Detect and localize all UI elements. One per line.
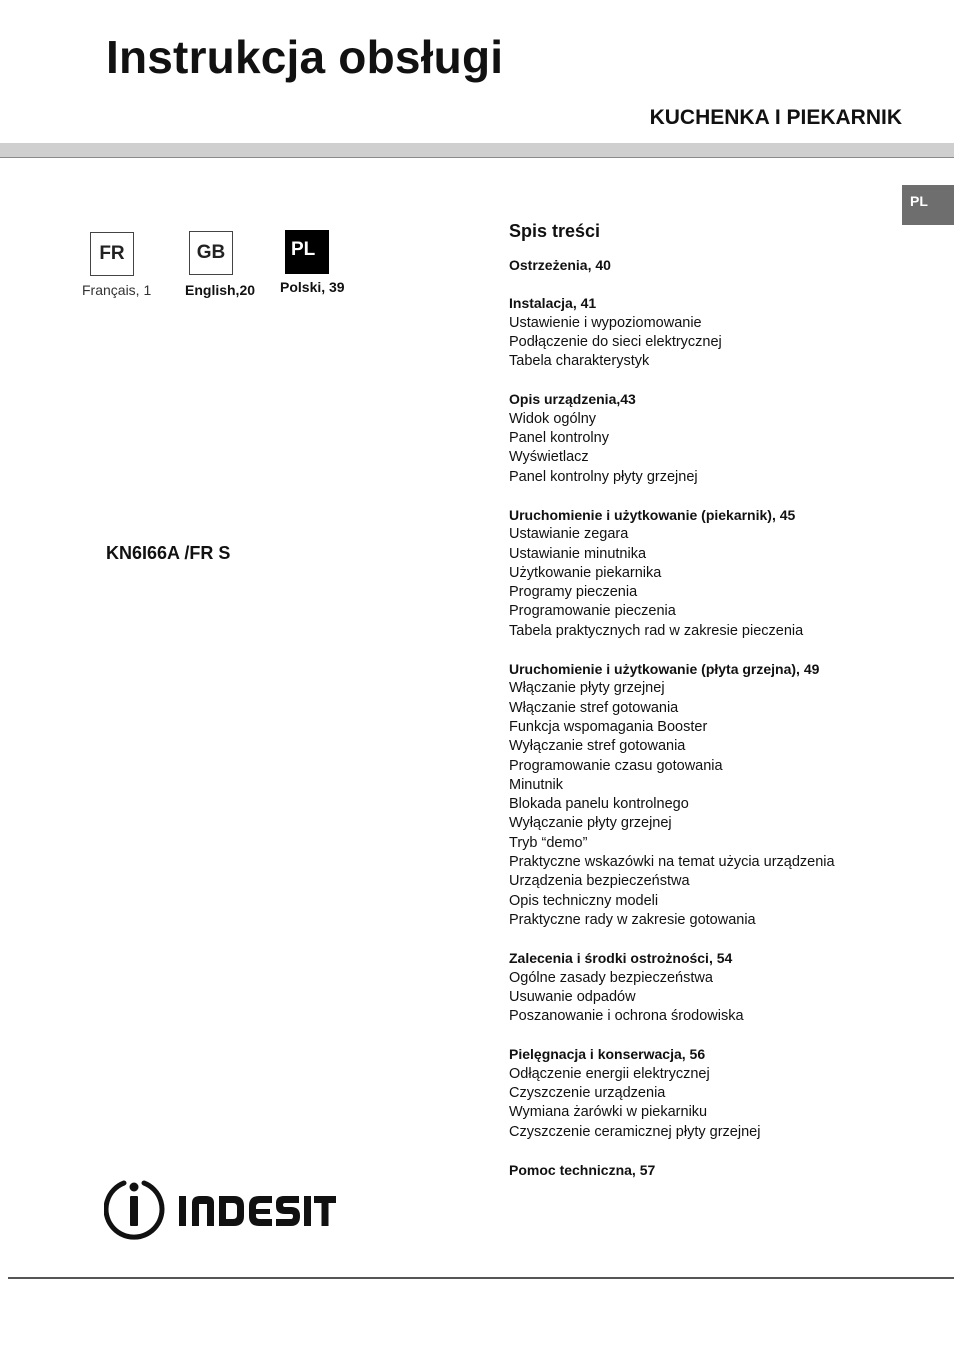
toc-item[interactable]: Ustawianie zegara: [509, 526, 629, 543]
indesit-logo: [104, 1176, 336, 1240]
toc-item[interactable]: Poszanowanie i ochrona środowiska: [509, 1008, 744, 1025]
toc-item[interactable]: Wyświetlacz: [509, 449, 589, 466]
toc-section-title[interactable]: Opis urządzenia,43: [509, 391, 636, 408]
toc-item[interactable]: Włączanie stref gotowania: [509, 699, 679, 716]
toc-item[interactable]: Widok ogólny: [509, 410, 597, 427]
toc-item[interactable]: Ogólne zasady bezpieczeństwa: [509, 969, 713, 986]
toc-section: [509, 660, 929, 930]
toc-item[interactable]: Włączanie płyty grzejnej: [509, 680, 665, 697]
toc-item[interactable]: Ustawianie minutnika: [509, 545, 647, 562]
toc-item[interactable]: Panel kontrolny: [509, 430, 609, 447]
toc-item[interactable]: Czyszczenie urządzenia: [509, 1084, 666, 1101]
header-band: [0, 143, 954, 158]
model-number: KN6I66A /FR S: [106, 543, 231, 563]
toc-section: [509, 1161, 929, 1180]
toc-item[interactable]: Programy pieczenia: [509, 584, 638, 601]
toc-item[interactable]: Praktyczne wskazówki na temat użycia urządzenia: [509, 854, 835, 871]
toc-item[interactable]: Urządzenia bezpieczeństwa: [509, 873, 690, 890]
toc-item[interactable]: Minutnik: [509, 776, 563, 793]
language-box-fr[interactable]: FR: [90, 232, 134, 276]
toc-section: [509, 390, 929, 486]
toc-item[interactable]: Wyłączanie stref gotowania: [509, 738, 686, 755]
toc-section-title[interactable]: Zalecenia i środki ostrożności, 54: [509, 950, 733, 967]
toc-item[interactable]: Czyszczenie ceramicznej płyty grzejnej: [509, 1123, 761, 1140]
footer-divider: [8, 1277, 954, 1279]
toc-sections: [509, 256, 929, 1180]
toc-item[interactable]: Usuwanie odpadów: [509, 988, 636, 1005]
language-label-pl[interactable]: Polski, 39: [280, 279, 345, 295]
toc-item[interactable]: Tabela praktycznych rad w zakresie pieczenia: [509, 622, 804, 639]
toc-item[interactable]: Praktyczne rady w zakresie gotowania: [509, 911, 756, 928]
toc-item[interactable]: Tryb “demo”: [509, 834, 588, 851]
toc-section-title[interactable]: Pomoc techniczna, 57: [509, 1161, 656, 1178]
toc-item[interactable]: Odłączenie energii elektrycznej: [509, 1065, 710, 1082]
toc-item[interactable]: Programowanie czasu gotowania: [509, 757, 723, 774]
toc-item[interactable]: Użytkowanie piekarnika: [509, 564, 662, 581]
toc-item[interactable]: Wymiana żarówki w piekarniku: [509, 1104, 708, 1121]
toc-item[interactable]: Tabela charakterystyk: [509, 353, 650, 370]
indesit-logo-wordmark: [179, 1196, 336, 1226]
toc-item[interactable]: Programowanie pieczenia: [509, 603, 676, 620]
toc-section-title[interactable]: Instalacja, 41: [509, 295, 597, 312]
toc-item[interactable]: Ustawienie i wypoziomowanie: [509, 314, 702, 331]
toc-item[interactable]: Opis techniczny modeli: [509, 892, 659, 909]
indesit-logo-icon: [106, 1183, 162, 1238]
toc-heading: Spis treści: [509, 221, 601, 241]
document-title: Instrukcja obsługi: [106, 31, 504, 83]
language-box-gb[interactable]: GB: [189, 231, 233, 275]
toc-section-title[interactable]: Ostrzeżenia, 40: [509, 257, 611, 273]
language-label-gb[interactable]: English,20: [185, 282, 256, 298]
language-tab: PL: [902, 185, 954, 225]
table-of-contents: [509, 219, 929, 1199]
toc-section-title[interactable]: Uruchomienie i użytkowanie (piekarnik), 45: [509, 506, 796, 523]
toc-item[interactable]: Blokada panelu kontrolnego: [509, 796, 689, 813]
toc-item[interactable]: Panel kontrolny płyty grzejnej: [509, 468, 698, 485]
toc-section: [509, 294, 929, 371]
toc-section: [509, 1045, 929, 1141]
language-box-pl[interactable]: PL: [285, 230, 329, 274]
toc-section: [509, 949, 929, 1026]
toc-section: [509, 506, 929, 641]
document-subtitle: KUCHENKA I PIEKARNIK: [649, 106, 902, 129]
toc-section-title[interactable]: Uruchomienie i użytkowanie (płyta grzejna), 49: [509, 661, 820, 678]
toc-item[interactable]: Funkcja wspomagania Booster: [509, 718, 708, 735]
toc-section-title[interactable]: Pielęgnacja i konserwacja, 56: [509, 1046, 706, 1063]
toc-section: [509, 256, 929, 275]
toc-item[interactable]: Wyłączanie płyty grzejnej: [509, 815, 672, 832]
toc-item[interactable]: Podłączenie do sieci elektrycznej: [509, 333, 722, 350]
language-label-fr[interactable]: Français, 1: [82, 282, 152, 298]
